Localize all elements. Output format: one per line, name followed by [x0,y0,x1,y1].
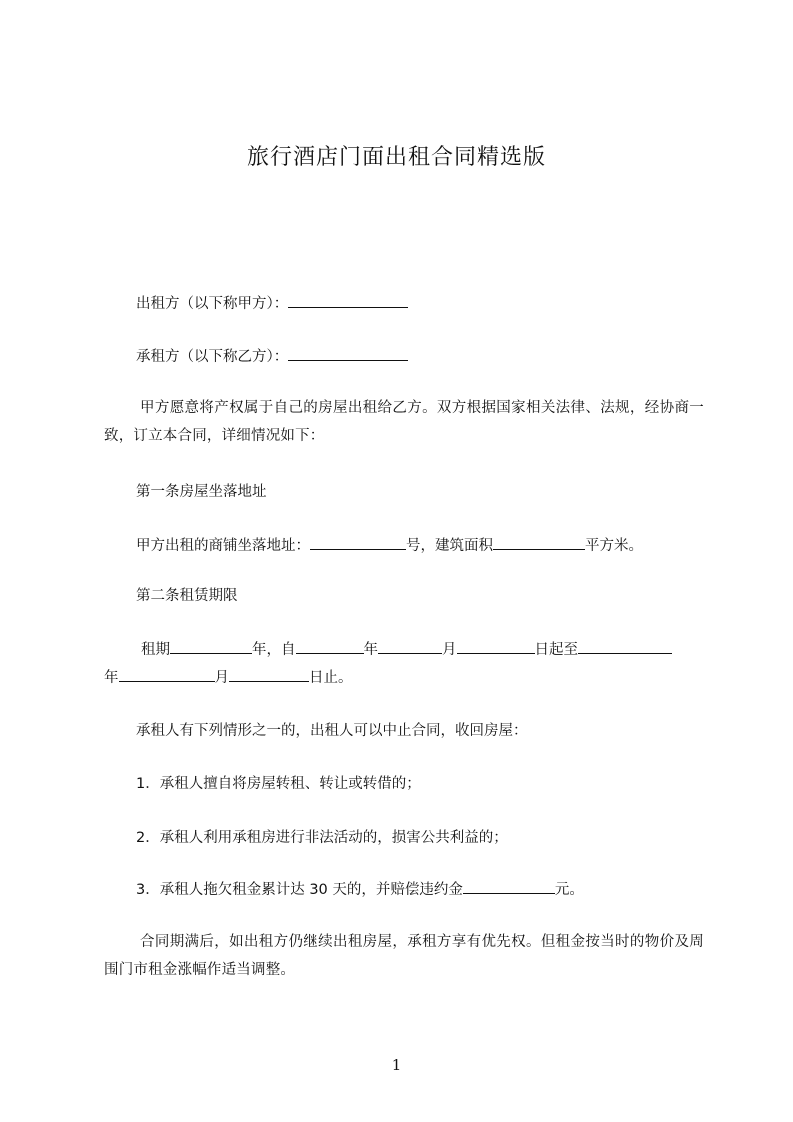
termination-item-1: 1．承租人擅自将房屋转租、转让或转借的； [136,776,421,792]
item3-suffix: 元。 [554,882,584,898]
end-month-blank [119,669,215,682]
penalty-blank [463,881,555,894]
intro-paragraph: 甲方愿意将产权属于自己的房屋出租给乙方。双方根据国家相关法律、法规，经协商一致，订立本合同，详细情况如下： [104,400,704,444]
start-month-blank [378,641,442,654]
start-year-blank [296,641,364,654]
lessor-blank [288,295,408,308]
lessee-label: 承租方（以下称乙方）： [136,349,289,365]
article1-heading: 第一条房屋坐落地址 [136,484,267,500]
start-day-blank [457,641,535,654]
termination-intro: 承租人有下列情形之一的，出租人可以中止合同，收回房屋： [136,723,528,739]
address-no-label: 号，建筑面积 [406,538,493,554]
termination-item-2: 2．承租人利用承租房进行非法活动的，损害公共利益的； [136,830,508,846]
termination-item-3 [136,878,584,899]
article2-heading: 第二条租赁期限 [136,588,238,604]
month1-label: 月 [442,642,457,658]
lease-term-label: 租期 [141,642,170,658]
year2-label: 年 [104,670,119,686]
years-from-label: 年，自 [252,642,296,658]
day-from-to-label: 日起至 [534,642,578,658]
lessor-label: 出租方（以下称甲方）： [136,296,289,312]
address-blank [310,537,406,550]
term-line-2 [104,666,353,687]
lessee-blank [288,348,408,361]
end-year-blank-1 [578,641,672,654]
address-label: 甲方出租的商铺坐落地址： [136,538,310,554]
day-end-label: 日止。 [309,670,353,686]
address-unit: 平方米。 [585,538,643,554]
lessor-line [136,292,408,313]
year1-label: 年 [363,642,378,658]
term-line-1 [141,638,672,659]
month2-label: 月 [214,670,229,686]
term-years-blank [170,641,252,654]
item3-text: 3．承租人拖欠租金累计达 30 天的，并赔偿违约金 [136,882,463,898]
document-title: 旅行酒店门面出租合同精选版 [246,145,546,170]
address-line [136,534,643,555]
renewal-paragraph: 合同期满后，如出租方仍继续出租房屋，承租方享有优先权。但租金按当时的物价及周围门市租金涨幅作适当调整。 [104,934,704,978]
lessee-line [136,345,408,366]
page-number: 1 [391,1056,402,1074]
area-blank [493,537,585,550]
end-day-blank [229,669,309,682]
